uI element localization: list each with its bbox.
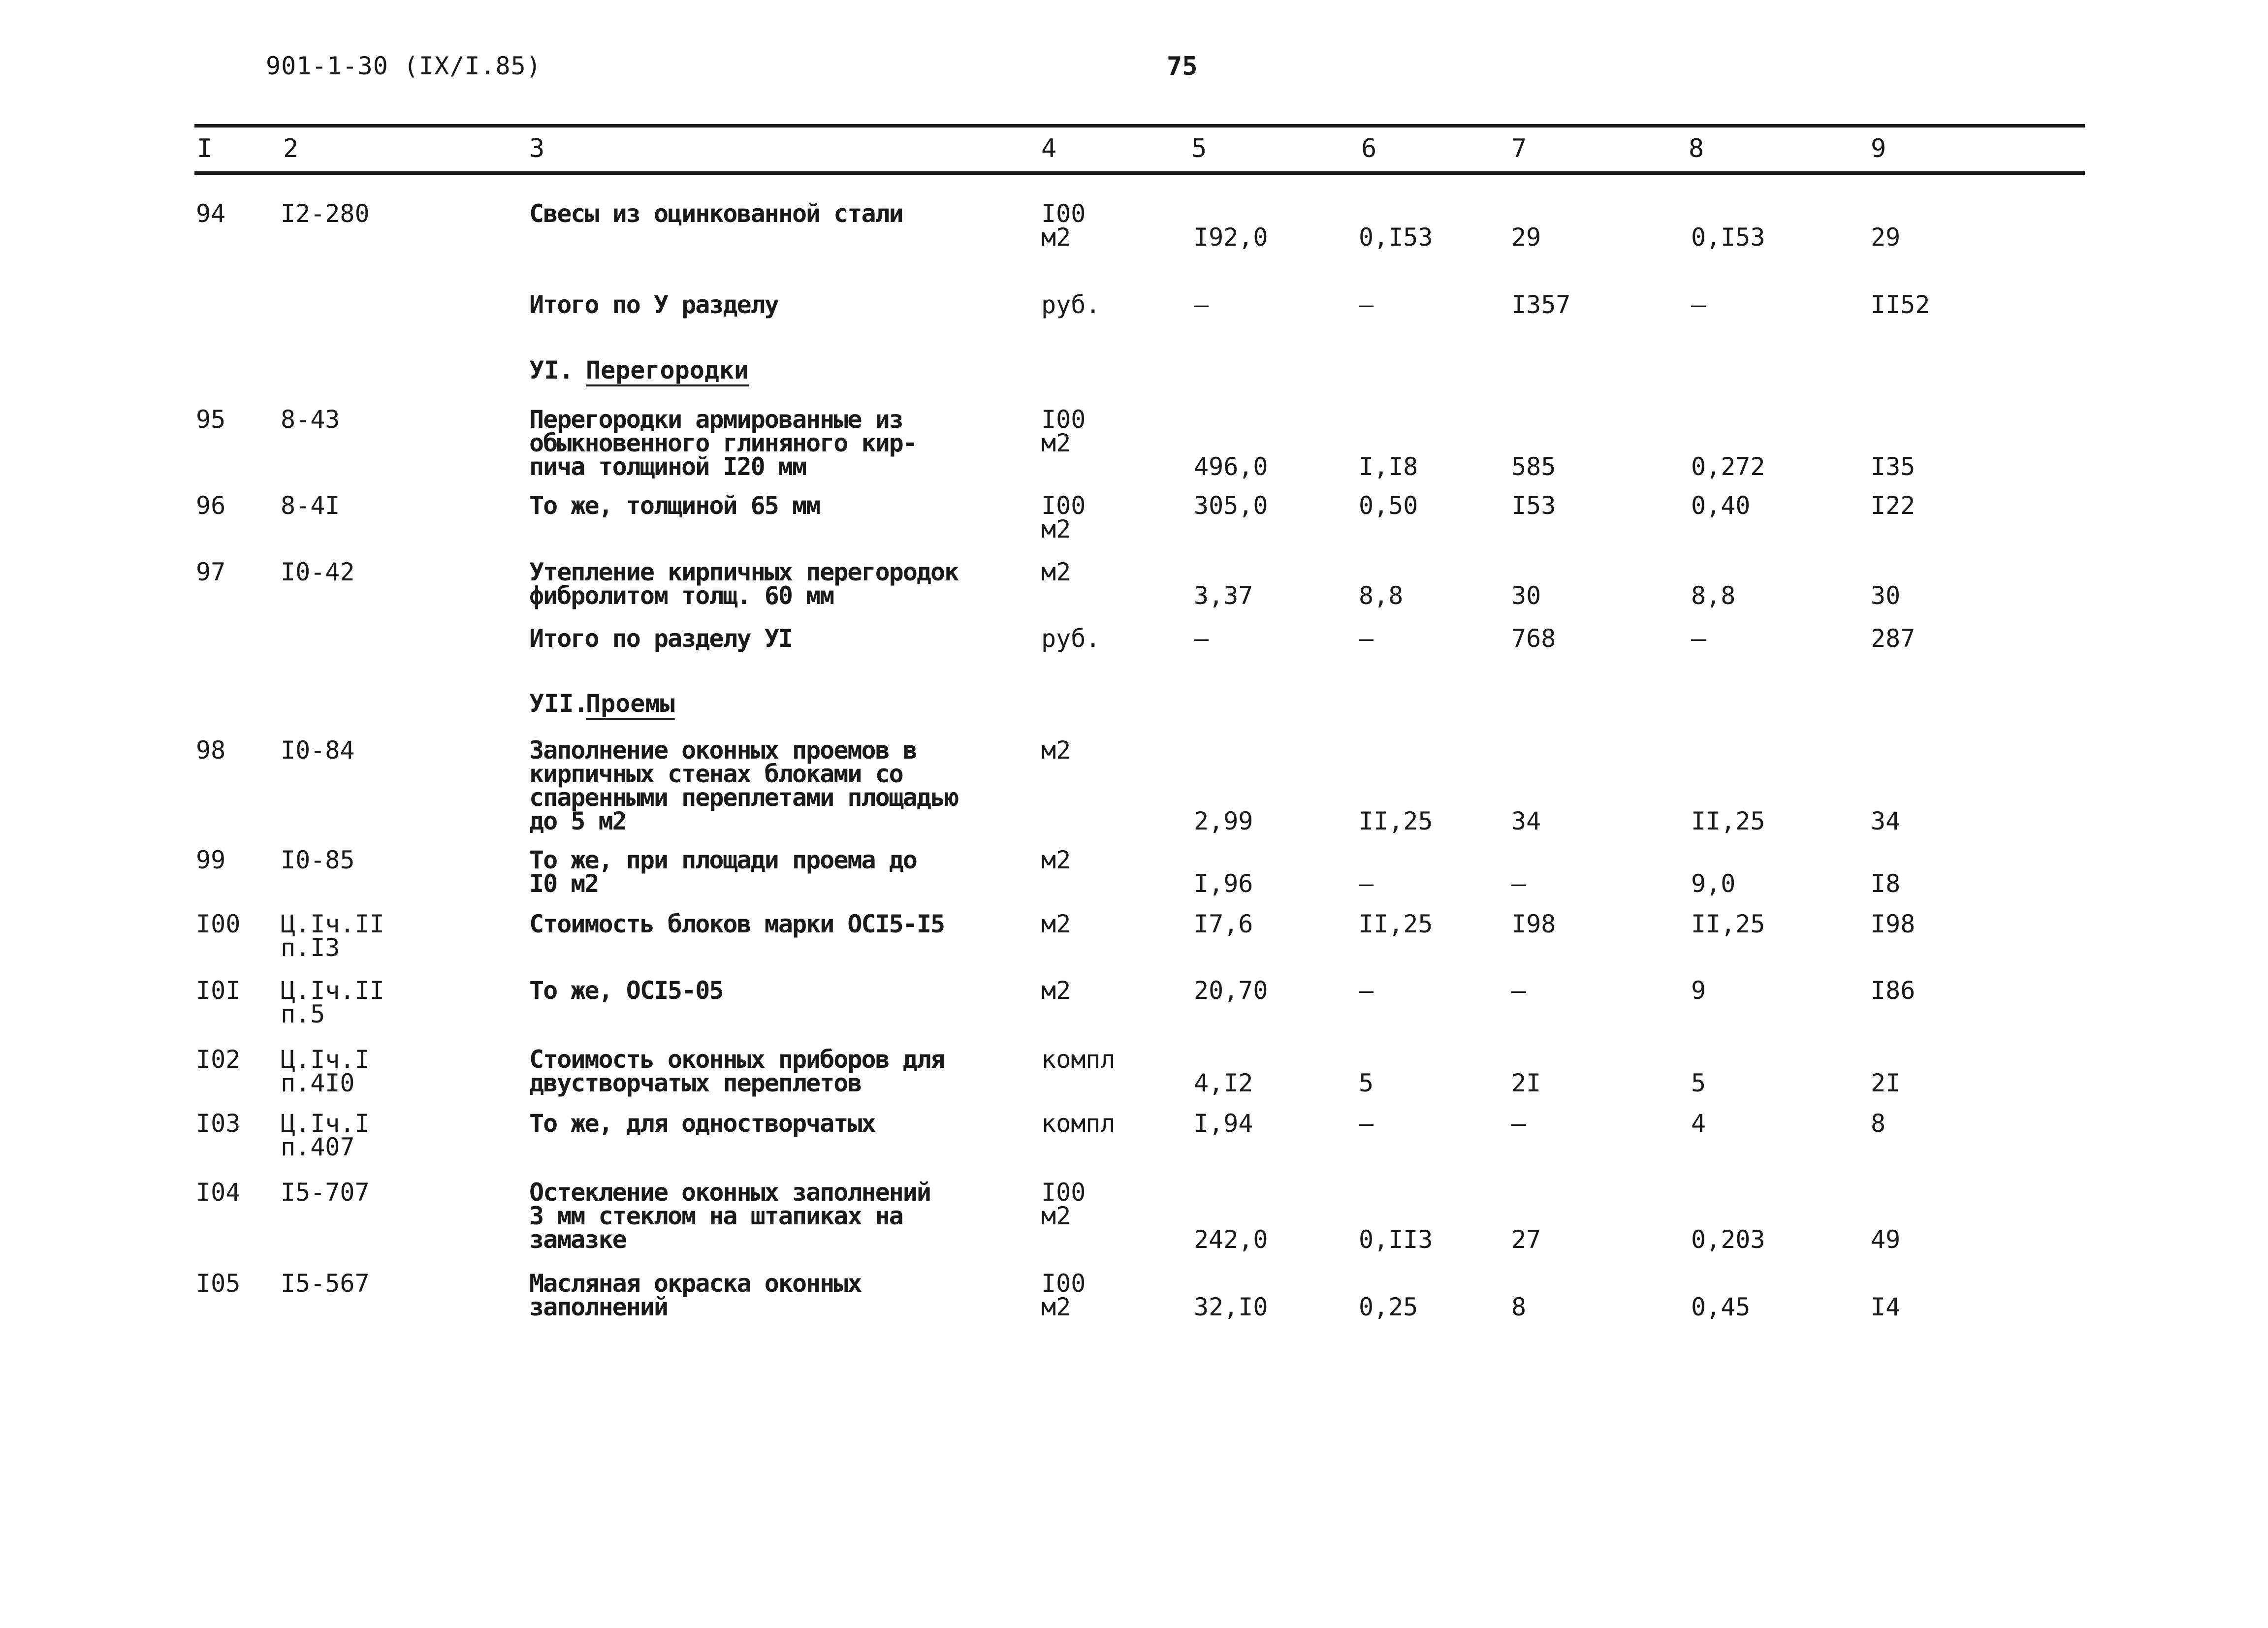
document-code: 901-1-30 (IX/I.85) <box>266 52 542 80</box>
col6-value: 0,I53 <box>1359 223 1433 252</box>
norm-code: I2-280 <box>281 199 370 228</box>
unit-of-measure: I00 м2 <box>1041 405 1086 457</box>
col5-value: 32,I0 <box>1194 1293 1268 1321</box>
col5-value: I7,6 <box>1194 910 1253 938</box>
table-top-rule <box>194 124 2085 128</box>
col5-value: 242,0 <box>1194 1225 1268 1254</box>
col6-value: – <box>1359 1109 1374 1138</box>
row-number: 99 <box>196 846 226 874</box>
unit-of-measure: компл <box>1041 1109 1116 1138</box>
work-description: Остекление оконных заполнений 3 мм стеклом на штапиках на замазке <box>529 1178 930 1254</box>
row-number: 95 <box>196 405 226 434</box>
norm-code: Ц.Iч.II п.5 <box>281 976 384 1028</box>
col-header-2: 2 <box>283 134 299 163</box>
col7-value: – <box>1511 976 1527 1005</box>
unit-of-measure: м2 <box>1041 736 1071 765</box>
work-description: Итого по разделу УI <box>529 624 792 653</box>
col8-value: 0,40 <box>1691 491 1751 520</box>
unit-of-measure: м2 <box>1041 846 1071 874</box>
unit-of-measure: I00 м2 <box>1041 199 1086 252</box>
col-header-3: 3 <box>529 134 545 163</box>
norm-code: Ц.Iч.I п.407 <box>281 1109 370 1161</box>
col9-value: I35 <box>1871 452 1916 481</box>
row-number: I05 <box>196 1269 241 1298</box>
col7-value: 30 <box>1511 581 1541 610</box>
col5-value: 2,99 <box>1194 807 1253 835</box>
col9-value: I98 <box>1871 910 1916 938</box>
col5-value: – <box>1194 290 1209 319</box>
row-number: I0I <box>196 976 241 1005</box>
col8-value: 9 <box>1691 976 1706 1005</box>
col-header-1: I <box>197 134 213 163</box>
work-description: Перегородки армированные из обыкновенного глиняного кир- пича толщиной I20 мм <box>529 405 917 481</box>
unit-of-measure: I00 м2 <box>1041 1269 1086 1321</box>
col9-value: 30 <box>1871 581 1901 610</box>
col6-value: II,25 <box>1359 807 1433 835</box>
work-description: То же, ОСI5-05 <box>529 976 723 1005</box>
col-header-9: 9 <box>1871 134 1886 163</box>
unit-of-measure: м2 <box>1041 976 1071 1005</box>
col5-value: 496,0 <box>1194 452 1268 481</box>
col6-value: – <box>1359 624 1374 653</box>
unit-of-measure: руб. <box>1041 624 1101 653</box>
col5-value: 3,37 <box>1194 581 1253 610</box>
col5-value: 305,0 <box>1194 491 1268 520</box>
unit-of-measure: м2 <box>1041 910 1071 938</box>
col7-value: I98 <box>1511 910 1556 938</box>
row-number: I03 <box>196 1109 241 1138</box>
col6-value: 5 <box>1359 1069 1374 1097</box>
col8-value: 0,272 <box>1691 452 1765 481</box>
row-number: I02 <box>196 1045 241 1074</box>
col7-value: 34 <box>1511 807 1541 835</box>
work-description: Стоимость блоков марки ОСI5-I5 <box>529 910 945 938</box>
section-number: УII. <box>529 689 589 718</box>
col5-value: – <box>1194 624 1209 653</box>
col8-value: II,25 <box>1691 807 1765 835</box>
col-header-6: 6 <box>1361 134 1377 163</box>
col8-value: 4 <box>1691 1109 1706 1138</box>
col8-value: – <box>1691 624 1706 653</box>
norm-code: Ц.Iч.I п.4I0 <box>281 1045 370 1097</box>
work-description: То же, толщиной 65 мм <box>529 491 820 520</box>
col5-value: 20,70 <box>1194 976 1268 1005</box>
row-number: I04 <box>196 1178 241 1207</box>
work-description: Масляная окраска оконных заполнений <box>529 1269 862 1321</box>
col9-value: II52 <box>1871 290 1930 319</box>
col5-value: I,96 <box>1194 869 1253 898</box>
unit-of-measure: I00 м2 <box>1041 491 1086 543</box>
col7-value: I53 <box>1511 491 1556 520</box>
norm-code: I0-84 <box>281 736 355 765</box>
col-header-4: 4 <box>1041 134 1057 163</box>
col6-value: II,25 <box>1359 910 1433 938</box>
col5-value: 4,I2 <box>1194 1069 1253 1097</box>
col8-value: 9,0 <box>1691 869 1736 898</box>
norm-code: I5-707 <box>281 1178 370 1207</box>
col7-value: 27 <box>1511 1225 1541 1254</box>
norm-code: I0-85 <box>281 846 355 874</box>
col6-value: – <box>1359 869 1374 898</box>
table-header-rule <box>194 171 2085 175</box>
col7-value: 29 <box>1511 223 1541 252</box>
col8-value: 5 <box>1691 1069 1706 1097</box>
row-number: I00 <box>196 910 241 938</box>
norm-code: Ц.Iч.II п.I3 <box>281 910 384 962</box>
col9-value: I4 <box>1871 1293 1901 1321</box>
col5-value: I92,0 <box>1194 223 1268 252</box>
work-description: Утепление кирпичных перегородок фибролитом толщ. 60 мм <box>529 558 958 610</box>
section-number: УI. <box>529 356 574 384</box>
row-number: 98 <box>196 736 226 765</box>
col9-value: 8 <box>1871 1109 1886 1138</box>
row-number: 97 <box>196 558 226 586</box>
col8-value: 0,45 <box>1691 1293 1751 1321</box>
col7-value: I357 <box>1511 290 1571 319</box>
unit-of-measure: компл <box>1041 1045 1116 1074</box>
col9-value: I8 <box>1871 869 1901 898</box>
col7-value: 585 <box>1511 452 1556 481</box>
row-number: 94 <box>196 199 226 228</box>
col6-value: 8,8 <box>1359 581 1404 610</box>
col7-value: – <box>1511 1109 1527 1138</box>
work-description: Итого по У разделу <box>529 290 778 319</box>
section-title: Проемы <box>586 689 675 718</box>
norm-code: I5-567 <box>281 1269 370 1298</box>
unit-of-measure: I00 м2 <box>1041 1178 1086 1230</box>
work-description: То же, при площади проема до I0 м2 <box>529 846 917 898</box>
col8-value: – <box>1691 290 1706 319</box>
col7-value: 768 <box>1511 624 1556 653</box>
work-description: Стоимость оконных приборов для двустворчатых переплетов <box>529 1045 945 1097</box>
col6-value: 0,50 <box>1359 491 1418 520</box>
col7-value: 2I <box>1511 1069 1541 1097</box>
col5-value: I,94 <box>1194 1109 1253 1138</box>
section-title: Перегородки <box>586 356 749 384</box>
norm-code: 8-4I <box>281 491 340 520</box>
page-number: 75 <box>1167 52 1198 81</box>
col9-value: 2I <box>1871 1069 1901 1097</box>
col8-value: 8,8 <box>1691 581 1736 610</box>
work-description: Заполнение оконных проемов в кирпичных стенах блоками со спаренными переплетами площадью до 5 м2 <box>529 736 958 835</box>
col9-value: 49 <box>1871 1225 1901 1254</box>
work-description: Свесы из оцинкованной стали <box>529 199 903 228</box>
col8-value: 0,I53 <box>1691 223 1765 252</box>
unit-of-measure: м2 <box>1041 558 1071 586</box>
col7-value: – <box>1511 869 1527 898</box>
norm-code: 8-43 <box>281 405 340 434</box>
work-description: То же, для одностворчатых <box>529 1109 875 1138</box>
col6-value: – <box>1359 290 1374 319</box>
row-number: 96 <box>196 491 226 520</box>
col9-value: 287 <box>1871 624 1916 653</box>
col-header-7: 7 <box>1511 134 1527 163</box>
col9-value: 29 <box>1871 223 1901 252</box>
col7-value: 8 <box>1511 1293 1527 1321</box>
col-header-5: 5 <box>1191 134 1207 163</box>
col9-value: 34 <box>1871 807 1901 835</box>
col6-value: I,I8 <box>1359 452 1418 481</box>
col9-value: I86 <box>1871 976 1916 1005</box>
col6-value: 0,II3 <box>1359 1225 1433 1254</box>
norm-code: I0-42 <box>281 558 355 586</box>
col8-value: 0,203 <box>1691 1225 1765 1254</box>
col6-value: – <box>1359 976 1374 1005</box>
col6-value: 0,25 <box>1359 1293 1418 1321</box>
col8-value: II,25 <box>1691 910 1765 938</box>
unit-of-measure: руб. <box>1041 290 1101 319</box>
col9-value: I22 <box>1871 491 1916 520</box>
col-header-8: 8 <box>1689 134 1704 163</box>
